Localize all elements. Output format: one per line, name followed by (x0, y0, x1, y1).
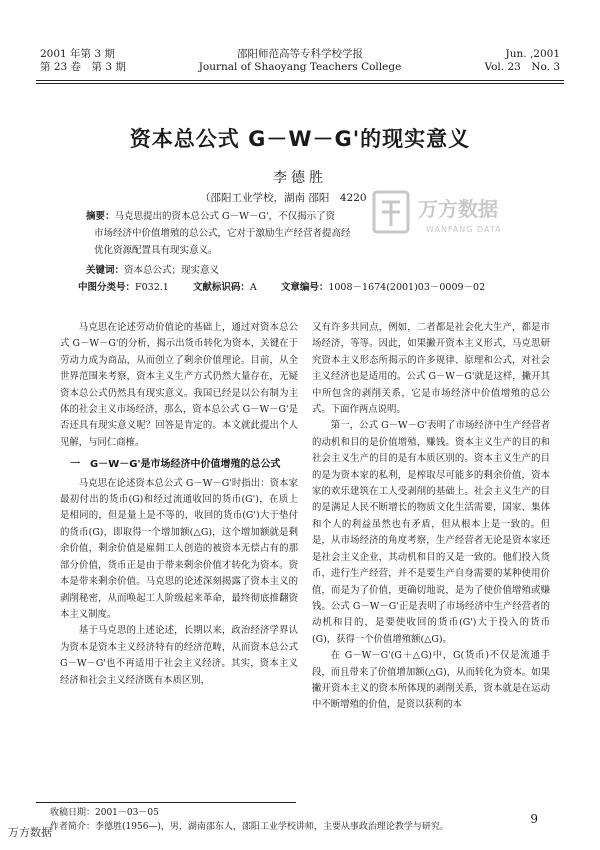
abstract-line-1: 摘要：马克思提出的资本总公式 G－W－G'，不仅揭示了资 (86, 211, 336, 222)
doccode-value: A (249, 282, 257, 293)
journal-name (160, 48, 440, 74)
right-paragraph-1: 又有许多共同点，例如，二者都是社会化大生产，都是市场经济，等等。因此，如果撇开资本主义形式，马克思研究资本主义形态所揭示的许多规律、原理和公式，对社会主义经济也是适用的。公式 G－W－G'就是这样，撇开其中所包含的剥削关系，它是市场经济中价值增殖的总公式。下面作两点说明。 (312, 322, 550, 416)
abstract-label: 摘要： (86, 211, 115, 222)
wanfang-watermark-icon (366, 178, 526, 248)
journal-issue-right (484, 48, 560, 74)
articleno-label: 文章编号： (280, 282, 329, 293)
right-paragraph-3: 在 G－W－G'(G＋△G)中，G(货币)不仅是流通手段，而且带来了价值增加额(△G)，从而转化为资本。如果撇开资本主义的资本所体现的剥削关系，资本就是在运动中不断增殖的价值，是资以获利的本 (312, 650, 550, 711)
doccode-label: 文献标识码： (192, 282, 250, 293)
issue-year: 2001 年第 3 期 (40, 48, 115, 60)
author-bio: 作者简介：李德胜(1956—)，男，湖南邵东人，邵阳工业学校讲师，主要从事政治理论教学与研究。 (50, 822, 449, 832)
left-paragraph-1: 马克思在论述劳动价值论的基础上，通过对资本总公式 G－W－G'的分析，揭示出货币转化为资本，关键在于劳动力成为商品，从而创立了剩余价值理论。目前，从全世界范围来考察，资本主义生产方式仍然大量存在，无疑资本总公式仍然具有现实意义。我国已经是以公有制为主体的社会主义市场经济，那么，资本总公式 G－W－G'是否还具有现实意义呢？回答是肯定的。本文就此提出个人见解，与同仁商榷。 (60, 322, 298, 448)
journal-issue-left (40, 48, 126, 74)
header-rule (36, 80, 564, 81)
keywords-label: 关键词： (86, 265, 125, 276)
header-rule-thin (36, 83, 564, 84)
bottom-watermark: 万方数据 (8, 826, 52, 839)
received-date: 收稿日期：2001－03－05 (50, 808, 159, 818)
classification-row (78, 279, 485, 296)
footnote-rule (36, 802, 296, 803)
left-paragraph-2: 马克思在论述资本总公式 G－W－G'时指出：资本家最初付出的货币(G)和经过流通收回的货币(G')，在质上是相同的，但是量上是不等的，收回的货币(G')大于垫付的货币(G)，即取得一个增加额(△G)，这个增加额就是剩余价值，剩余价值是雇佣工人创造的被资本无偿占有的那部分价值，货币正是由于带来剩余价值才转化为资本。资本是带来剩余价值。马克思的论述深刻揭露了资本主义的剥削秘密，从而唤起工人阶级起来革命，最终彻底推翻资本主义制度。 (60, 477, 298, 620)
clc-label: 中图分类号： (78, 282, 136, 293)
left-paragraph-3: 基于马克思的上述论述，长期以来，政治经济学界认为资本是资本主义经济特有的经济范畴，从而资本总公式 G－W－G'也不再适用于社会主义经济。其实，资本主义经济和社会主义经济既有本质区别， (60, 625, 298, 686)
watermark-logo-sub: WANFANG DATA (426, 225, 502, 234)
abstract-line-3: 优化资源配置具有现实意义。 (94, 245, 218, 256)
keywords (86, 262, 219, 279)
section-heading-1: 一 G－W－G'是市场经济中价值增殖的总公式 (70, 459, 281, 471)
article-title: 资本总公式 G－W－G'的现实意义 (129, 127, 471, 151)
volume-number: 第 23 卷 第 3 期 (40, 61, 126, 73)
page-number: 9 (530, 812, 538, 826)
clc-value: F032.1 (135, 282, 169, 293)
author-affiliation: （邵阳工业学校，湖南 邵阳 4220 (200, 192, 367, 204)
right-paragraph-2: 第一，公式 G－W－G'表明了市场经济中生产经营者的动机和目的是价值增殖，赚钱。资本主义生产的目的和社会主义生产的目的是有本质区别的。资本主义生产的目的是为资本家的私利，是榨取尽可能多的剩余价值，资本家的欢乐建筑在工人受剥削的基础上。社会主义生产的目的是满足人民不断增长的物质文化生活需要，国家、集体和个人的利益虽然也有矛盾，但从根本上是一致的。但是，从市场经济的角度考察，生产经营者无论是资本家还是社会主义企业，其动机和目的又是一致的。他们投入货币，进行生产经营，并不是要生产自身需要的某种使用价值，而是为了价值，更确切地说，是为了使价值增殖或赚钱。公式 G－W－G'正是表明了市场经济中生产经营者的动机和目的，是要使收回的货币(G')大于投入的货币(G)，获得一个价值增殖额(△G)。 (312, 420, 550, 645)
abstract-line-2: 市场经济中价值增殖的总公式，它对于激励生产经营者提高经 (94, 228, 351, 239)
abstract (86, 208, 351, 259)
volume-en: Vol. 23 No. 3 (484, 61, 560, 73)
left-column (60, 320, 298, 689)
journal-name-en: Journal of Shaoyang Teachers College (198, 61, 402, 73)
article-author: 李德胜 (273, 170, 327, 186)
keywords-value: 资本总公式；现实意义 (124, 265, 220, 276)
watermark-logo-text: 万方数据 (418, 197, 498, 221)
issue-date-en: Jun. ,2001 (505, 48, 560, 60)
right-column (312, 320, 550, 714)
articleno-value: 1008－1674(2001)03－0009－02 (328, 282, 486, 293)
journal-name-zh: 邵阳师范高等专科学校学报 (237, 48, 363, 60)
